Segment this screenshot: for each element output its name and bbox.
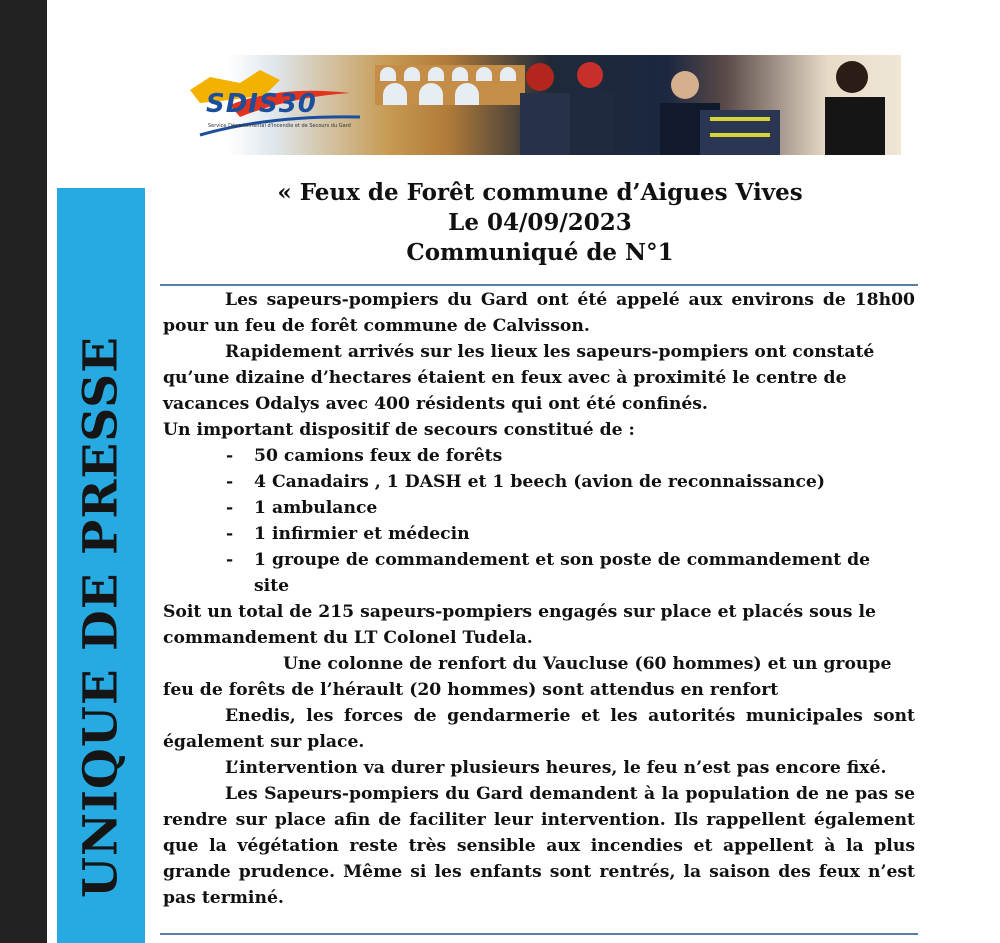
paragraph-6-line-1: Enedis, les forces de gendarmerie et les autorités municipales sont bbox=[225, 706, 915, 726]
paragraph-1-line-1: Les sapeurs-pompiers du Gard ont été appelé aux environs de 18h00 bbox=[225, 290, 915, 310]
paragraph-3: Un important dispositif de secours constitué de : bbox=[163, 420, 635, 440]
logo-text: SDIS30 bbox=[206, 89, 317, 119]
resources-list bbox=[163, 443, 915, 599]
logo-subtitle: Service Départemental d'Incendie et de Secours du Gard bbox=[208, 123, 351, 129]
paragraph-1-line-2: pour un feu de forêt commune de Calvisson. bbox=[163, 316, 590, 336]
paragraph-5-line-1: Une colonne de renfort du Vaucluse (60 hommes) et un groupe bbox=[283, 654, 892, 674]
paragraph-7: L’intervention va durer plusieurs heures, le feu n’est pas encore fixé. bbox=[225, 758, 887, 778]
press-release-body bbox=[163, 287, 915, 911]
paragraph-2-line-1: Rapidement arrivés sur les lieux les sapeurs-pompiers ont constaté bbox=[225, 342, 875, 362]
divider-top bbox=[160, 284, 918, 286]
title-communique-number: Communiqué de N°1 bbox=[406, 239, 674, 266]
paragraph-5-line-2: feu de forêts de l’hérault (20 hommes) sont attendus en renfort bbox=[163, 680, 779, 700]
document-title bbox=[160, 178, 920, 268]
paragraph-2-line-3: vacances Odalys avec 400 résidents qui ont été confinés. bbox=[163, 394, 708, 414]
paragraph-2-line-2: qu’une dizaine d’hectares étaient en feux avec à proximité le centre de bbox=[163, 368, 847, 388]
list-dash: - bbox=[226, 550, 234, 570]
paragraph-8: Les Sapeurs-pompiers du Gard demandent à la population de ne pas se rendre sur place afin de faciliter leur intervention. Ils rappellent également que la végétation reste très sensible aux incendies et appellent à la plus grande prudence. Même si les enfants sont rentrés, la saison des feux n’est pas terminé. bbox=[163, 784, 915, 908]
title-date: Le 04/09/2023 bbox=[448, 209, 632, 236]
list-dash: - bbox=[226, 524, 234, 544]
paragraph-6-line-2: également sur place. bbox=[163, 732, 365, 752]
list-item: - 4 Canadairs , 1 DASH et 1 beech (avion de reconnaissance) bbox=[163, 469, 915, 495]
side-banner-text: UNIQUE DE PRESSE bbox=[73, 336, 129, 898]
list-item: - 1 infirmier et médecin bbox=[163, 521, 915, 547]
list-dash: - bbox=[226, 498, 234, 518]
list-item: - 1 groupe de commandement et son poste de commandement de site bbox=[163, 547, 915, 599]
paragraph-4-line-1: Soit un total de 215 sapeurs-pompiers engagés sur place et placés sous le bbox=[163, 602, 876, 622]
title-line-1: « Feux de Forêt commune d’Aigues Vives bbox=[277, 179, 803, 206]
list-item: - 1 ambulance bbox=[163, 495, 915, 521]
firefighters-photo bbox=[500, 55, 900, 155]
page-edge-shadow bbox=[0, 0, 47, 943]
side-banner bbox=[57, 188, 145, 943]
header-banner bbox=[170, 55, 901, 155]
sdis30-logo bbox=[170, 55, 370, 155]
divider-bottom bbox=[160, 933, 918, 935]
list-dash: - bbox=[226, 446, 234, 466]
list-item: - 50 camions feux de forêts bbox=[163, 443, 915, 469]
list-dash: - bbox=[226, 472, 234, 492]
paragraph-4-line-2: commandement du LT Colonel Tudela. bbox=[163, 628, 533, 648]
